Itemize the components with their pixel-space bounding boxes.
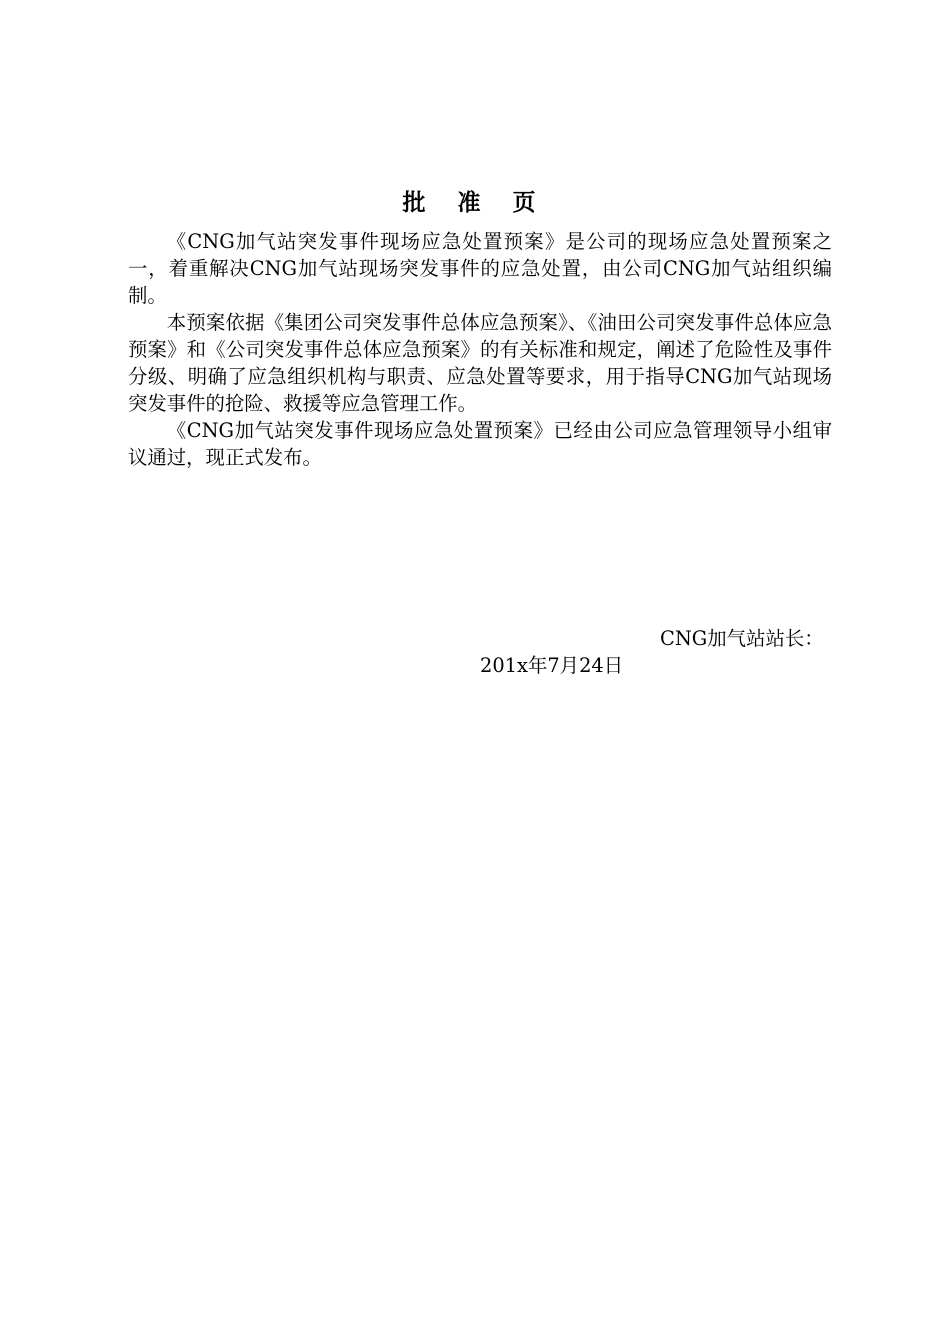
issue-date: 201x年7月24日	[480, 654, 624, 677]
signer-label: CNG加气站站长：	[660, 627, 824, 650]
page-title: 批 准 页	[402, 190, 548, 216]
paragraph-approval: 《CNG加气站突发事件现场应急处置预案》已经由公司应急管理领导小组审议通过，现正式发布。	[128, 419, 832, 469]
paragraph-intro: 《CNG加气站突发事件现场应急处置预案》是公司的现场应急处置预案之一，着重解决CNG加气站现场突发事件的应急处置，由公司CNG加气站组织编制。	[128, 230, 832, 307]
document-body	[128, 228, 832, 471]
paragraph-basis: 本预案依据《集团公司突发事件总体应急预案》、《油田公司突发事件总体应急预案》和《公司突发事件总体应急预案》的有关标准和规定，阐述了危险性及事件分级、明确了应急组织机构与职责、应急处置等要求，用于指导CNG加气站现场突发事件的抢险、救援等应急管理工作。	[128, 311, 832, 415]
